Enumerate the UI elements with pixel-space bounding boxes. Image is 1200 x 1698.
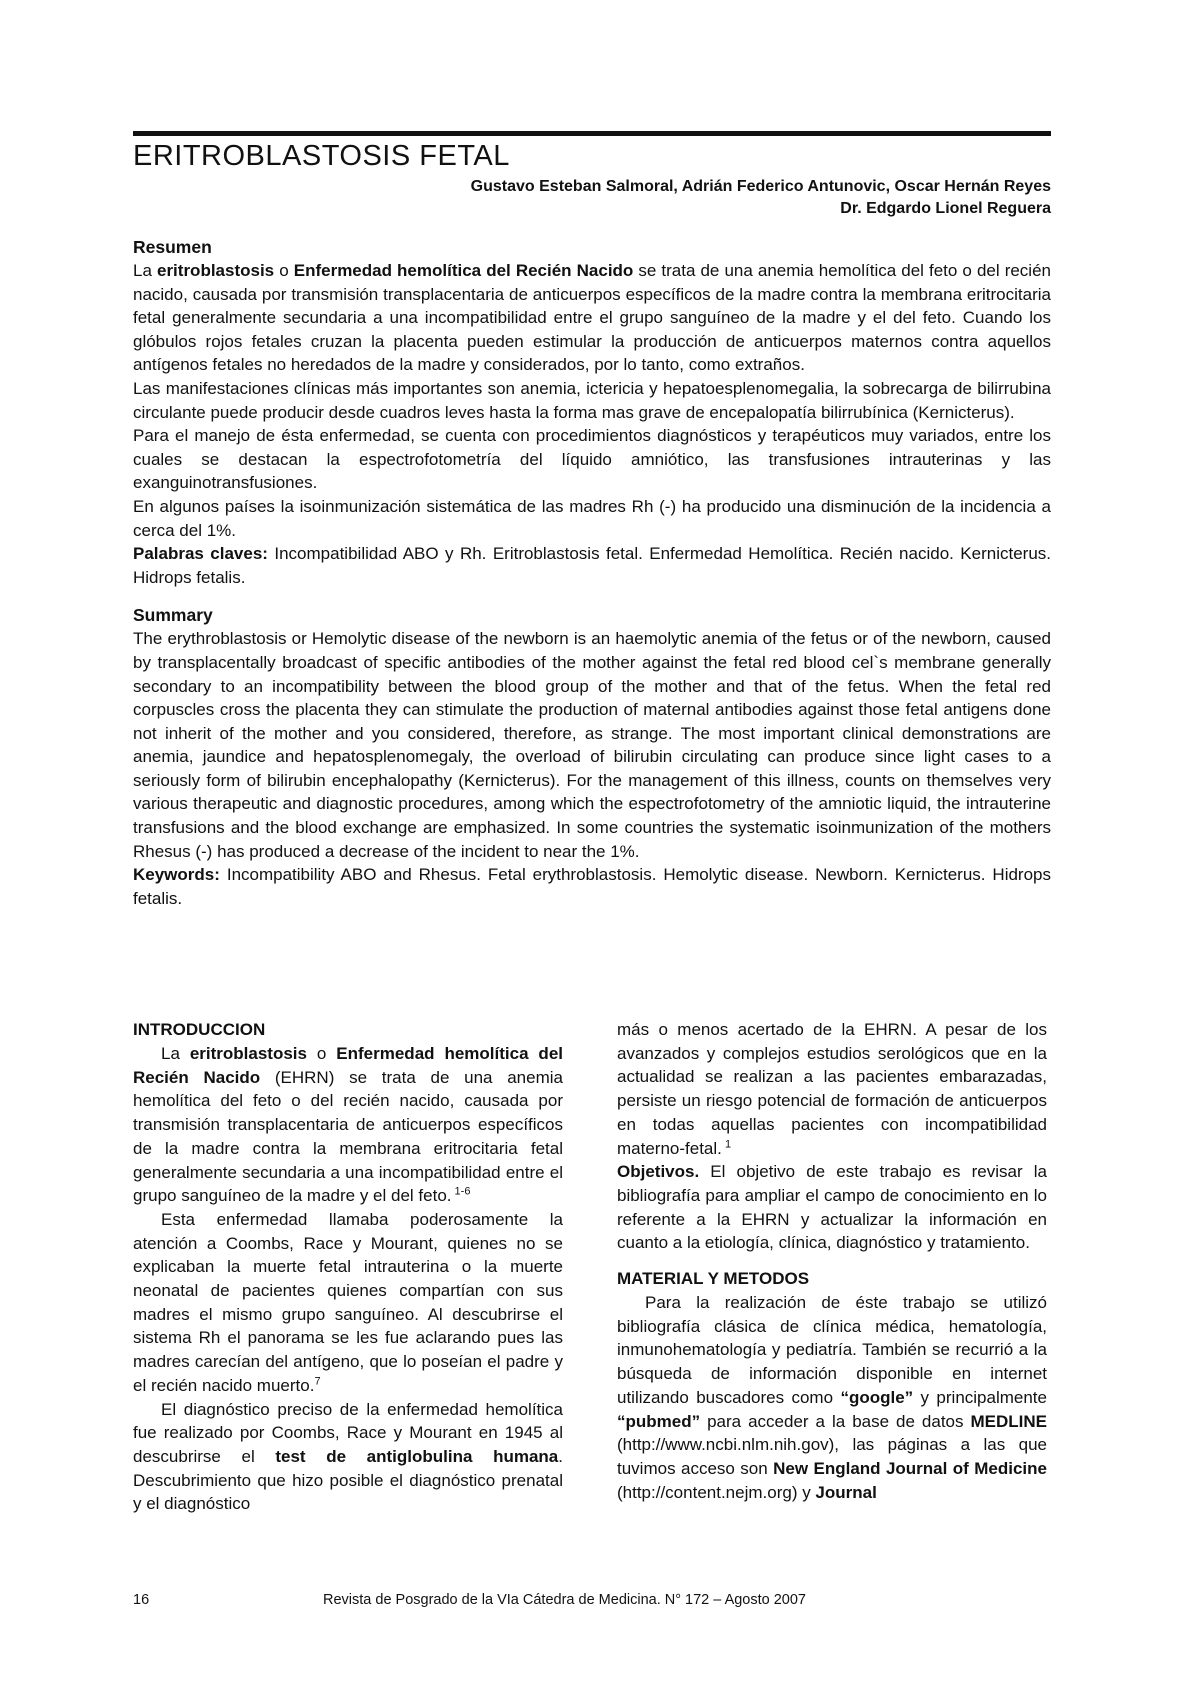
text-span: El objetivo de este trabajo es revisar la bibliografía para ampliar el campo de conocimiento en lo referente a la EHRN y actualizar la información en cuanto a la etiología, clínica, diagnóstico y tratamiento. — [617, 1162, 1047, 1253]
intro-paragraph-3 — [133, 1398, 563, 1517]
text-span: El diagnóstico preciso de la enfermedad hemolítica fue realizado por Coombs, Race y Mourant en 1945 al descubrirse el — [133, 1399, 563, 1466]
text-span: (http://content.nejm.org) y — [617, 1482, 816, 1502]
authors-line-2: Dr. Edgardo Lionel Reguera — [840, 200, 1051, 217]
bold-term: “pubmed” — [617, 1411, 701, 1431]
summary-heading: Summary — [133, 605, 213, 626]
keywords-label: Palabras claves: — [133, 544, 268, 564]
bold-term: Enfermedad hemolítica del Recién Nacido — [133, 1044, 563, 1087]
bold-term: test de antiglobulina humana — [275, 1446, 559, 1466]
keywords-text: Incompatibilidad ABO y Rh. Eritroblastosis fetal. Enfermedad Hemolítica. Recién nacido. Kernicterus. Hidrops fetalis. — [133, 544, 1051, 587]
bold-term: Enfermedad hemolítica del Recién Nacido — [293, 261, 634, 280]
objectives-paragraph — [617, 1160, 1047, 1255]
intro-paragraph-2 — [133, 1208, 563, 1398]
resumen-heading: Resumen — [133, 237, 212, 257]
right-column — [617, 1018, 1047, 1504]
summary-keywords — [133, 863, 1051, 910]
resumen-paragraph-1 — [133, 259, 1051, 377]
text-span: o — [306, 1044, 337, 1063]
article-title: ERITROBLASTOSIS FETAL — [133, 140, 510, 172]
summary-paragraph: The erythroblastosis or Hemolytic disease of the newborn is an haemolytic anemia of the fetus or of the newborn, caused by transplacentally broadcast of specific antibodies of the mother against the fetal red blood cel`s membrane generally secondary to an incompatibility between the blood group of the mother and that of the fetus. When the fetal red corpuscles cross the placenta they can stimulate the production of maternal antibodies against those fetal antigens done not inherit of the mother and you considered, therefore, as strange. The most important clinical demonstrations are anemia, jaundice and hepatosplenomegaly, the overload of bilirubin circulating can produce since light cases to a seriously form of bilirubin encephalopathy (Kernicterus). For the management of this illness, counts on themselves very various therapeutic and diagnostic procedures, among which the espectrofotometry of the amniotic liquid, the intrauterine transfusions and the blood exchange are emphasized. In some countries the systematic isoinmunization of the mothers Rhesus (-) has produced a decrease of the incident to near the 1%. — [133, 629, 1051, 861]
methods-paragraph — [617, 1291, 1047, 1504]
abstract-section — [133, 235, 1051, 910]
bold-term: MEDLINE — [970, 1411, 1047, 1431]
resumen-paragraph-4: En algunos países la isoinmunización sistemática de las madres Rh (-) ha producido una disminución de la incidencia a cerca del 1%. — [133, 496, 1051, 540]
text-span: más o menos acertado de la EHRN. A pesar de los avanzados y complejos estudios serológicos que en la actualidad se realizan a las pacientes embarazadas, persiste un riesgo potencial de formación de anticuerpos en todas aquellas pacientes con incompatibilidad materno-fetal. — [617, 1020, 1047, 1158]
bold-term: “google” — [840, 1387, 914, 1407]
text-span: (http://www.ncbi.nlm.nih.gov), las páginas a las que tuvimos acceso son — [617, 1435, 1047, 1478]
objectives-label: Objetivos. — [617, 1162, 700, 1182]
text-span: (EHRN) se trata de una anemia hemolítica del feto o del recién nacido, causada por transmisión transplacentaria de anticuerpos específicos de la madre contra la membrana eritrocitaria fetal generalmente secundaria a una incompatibilidad entre el grupo sanguíneo de la madre y el del feto. — [133, 1067, 563, 1206]
journal-citation: Revista de Posgrado de la VIa Cátedra de Medicina. N° 172 – Agosto 2007 — [323, 1592, 806, 1608]
bold-term: eritroblastosis — [189, 1044, 307, 1063]
bold-term: New England Journal of Medicine — [773, 1458, 1047, 1478]
text-span: o — [274, 261, 294, 280]
page-number: 16 — [133, 1592, 150, 1608]
methods-heading: MATERIAL Y METODOS — [617, 1269, 810, 1289]
intro-paragraph-1 — [133, 1042, 563, 1208]
text-span: La — [161, 1044, 190, 1063]
intro-heading: INTRODUCCION — [133, 1020, 266, 1039]
reference-superscript: 1-6 — [451, 1185, 471, 1198]
keywords-label: Keywords: — [133, 865, 220, 885]
title-rule — [133, 131, 1051, 136]
bold-term: eritroblastosis — [156, 261, 275, 280]
intro-paragraph-3-continued — [617, 1018, 1047, 1160]
authors-line-1: Gustavo Esteban Salmoral, Adrián Federico Antunovic, Oscar Hernán Reyes — [470, 178, 1051, 195]
resumen-paragraph-3: Para el manejo de ésta enfermedad, se cuenta con procedimientos diagnósticos y terapéuticos muy variados, entre los cuales se destacan la espectrofotometría del líquido amniótico, las transfusiones intrauterinas y las exanguinotransfusiones. — [133, 426, 1051, 493]
authors — [133, 176, 1051, 220]
bold-term: Journal — [815, 1482, 877, 1502]
text-span: . Descubrimiento que hizo posible el diagnóstico prenatal y el diagnóstico — [133, 1446, 563, 1514]
text-span: para acceder a la base de datos — [700, 1411, 971, 1431]
keywords-text: Incompatibility ABO and Rhesus. Fetal erythroblastosis. Hemolytic disease. Newborn. Kernicterus. Hidrops fetalis. — [133, 865, 1051, 908]
text-span: Para la realización de éste trabajo se utilizó bibliografía clásica de clínica médica, hematología, inmunohematología y pediatría. También se recurrió a la búsqueda de información disponible en internet utilizando buscadores como — [617, 1293, 1047, 1407]
left-column — [133, 1018, 563, 1516]
resumen-paragraph-2: Las manifestaciones clínicas más importantes son anemia, ictericia y hepatoesplenomegalia, la sobrecarga de bilirrubina circulante puede producir desde cuadros leves hasta la forma mas grave de encepalopatía bilirrubínica (Kernicterus). — [133, 378, 1051, 422]
text-span: y principalmente — [913, 1387, 1047, 1407]
reference-superscript: 7 — [314, 1375, 321, 1388]
reference-superscript: 1 — [721, 1137, 732, 1150]
text-span: se trata de una anemia hemolítica del feto o del recién nacido, causada por transmisión transplacentaria de anticuerpos específicos de la madre contra la membrana eritrocitaria fetal generalmente secundaria a una incompatibilidad entre el grupo sanguíneo de la madre y el del feto. Cuando los glóbulos rojos fetales cruzan la placenta pueden estimular la producción de anticuerpos maternos contra aquellos antígenos fetales no heredados de la madre y considerados, por lo tanto, como extraños. — [133, 261, 1051, 375]
text-span: Esta enfermedad llamaba poderosamente la atención a Coombs, Race y Mourant, quienes no se explicaban la muerte fetal intrauterina o la muerte neonatal de pacientes quienes compartían con sus madres el mismo grupo sanguíneo. Al descubrirse el sistema Rh el panorama se les fue aclarando pues las madres carecían del antígeno, que lo poseían el padre y el recién nacido muerto. — [133, 1209, 563, 1395]
resumen-keywords — [133, 542, 1051, 589]
text-span: La — [133, 261, 157, 280]
